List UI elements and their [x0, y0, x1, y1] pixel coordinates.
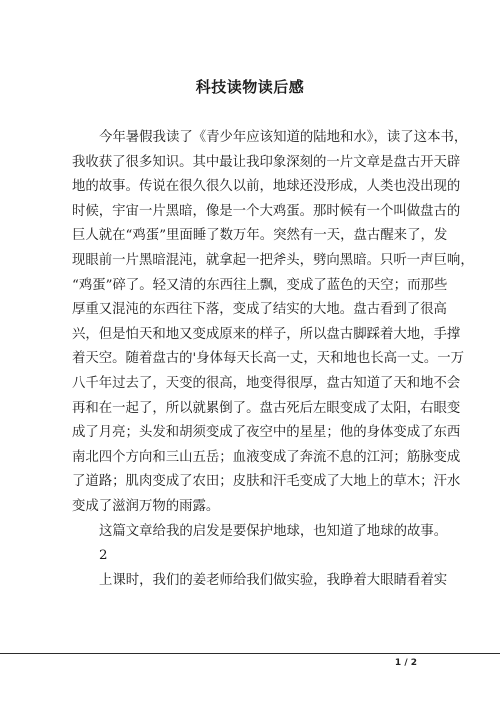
document-title: 科技读物读后感 — [195, 78, 305, 96]
paragraph-line: 巨人就在“鸡蛋”里面睡了数万年。突然有一天，盘古醒来了，发 — [72, 228, 448, 244]
paragraph-line: 着天空。随着盘古的'身体每天长高一丈，天和地也长高一丈。一万 — [72, 351, 465, 367]
document-body — [72, 126, 474, 593]
paragraph-line: 现眼前一片黑暗混沌，就拿起一把斧头，劈向黑暗。只听一声巨响， — [72, 252, 474, 268]
paragraph-line: 变成了滋润万物的雨露。 — [72, 498, 220, 514]
paragraph-line: 地的故事。传说在很久很久以前，地球还没形成，人类也没出现的 — [72, 179, 461, 195]
paragraph-line: 时候，宇宙一片黑暗，像是一个大鸡蛋。那时候有一个叫做盘古的 — [72, 203, 461, 219]
paragraph-line: 厚重又混沌的东西往下落，变成了结实的大地。盘古看到了很高 — [72, 302, 447, 318]
paragraph-line: 了道路；肌肉变成了农田；皮肤和汗毛变成了大地上的草木；汗水 — [72, 474, 461, 490]
paragraph-line: 这篇文章给我的启发是要保护地球，也知道了地球的故事。 — [99, 523, 448, 539]
paragraph-line: 今年暑假我读了《青少年应该知道的陆地和水》，读了这本书， — [99, 130, 468, 145]
paragraph-line: 再和在一起了，所以就累倒了。盘古死后左眼变成了太阳，右眼变 — [72, 400, 461, 416]
paragraph-line: “鸡蛋”碎了。轻又清的东西往上飘，变成了蓝色的天空；而那些 — [72, 277, 448, 293]
footer-divider — [0, 653, 500, 654]
paragraph-line: 南北四个方向和三山五岳；血液变成了奔流不息的江河；筋脉变成 — [72, 449, 461, 465]
paragraph-line: 成了月亮；头发和胡须变成了夜空中的星星；他的身体变成了东西 — [72, 425, 461, 441]
paragraph-line: 上课时，我们的姜老师给我们做实验，我睁着大眼睛看着实 — [99, 572, 448, 588]
paragraph-line: 八千年过去了，天变的很高，地变得很厚，盘古知道了天和地不会 — [72, 375, 461, 391]
page-indicator: 1 / 2 — [394, 658, 417, 668]
paragraph-line: 我收获了很多知识。其中最让我印象深刻的一片文章是盘古开天辟 — [72, 154, 461, 170]
section-number: 2 — [99, 548, 108, 564]
paragraph-line: 兴，但是怕天和地又变成原来的样子，所以盘古脚踩着大地，手撑 — [72, 326, 461, 342]
